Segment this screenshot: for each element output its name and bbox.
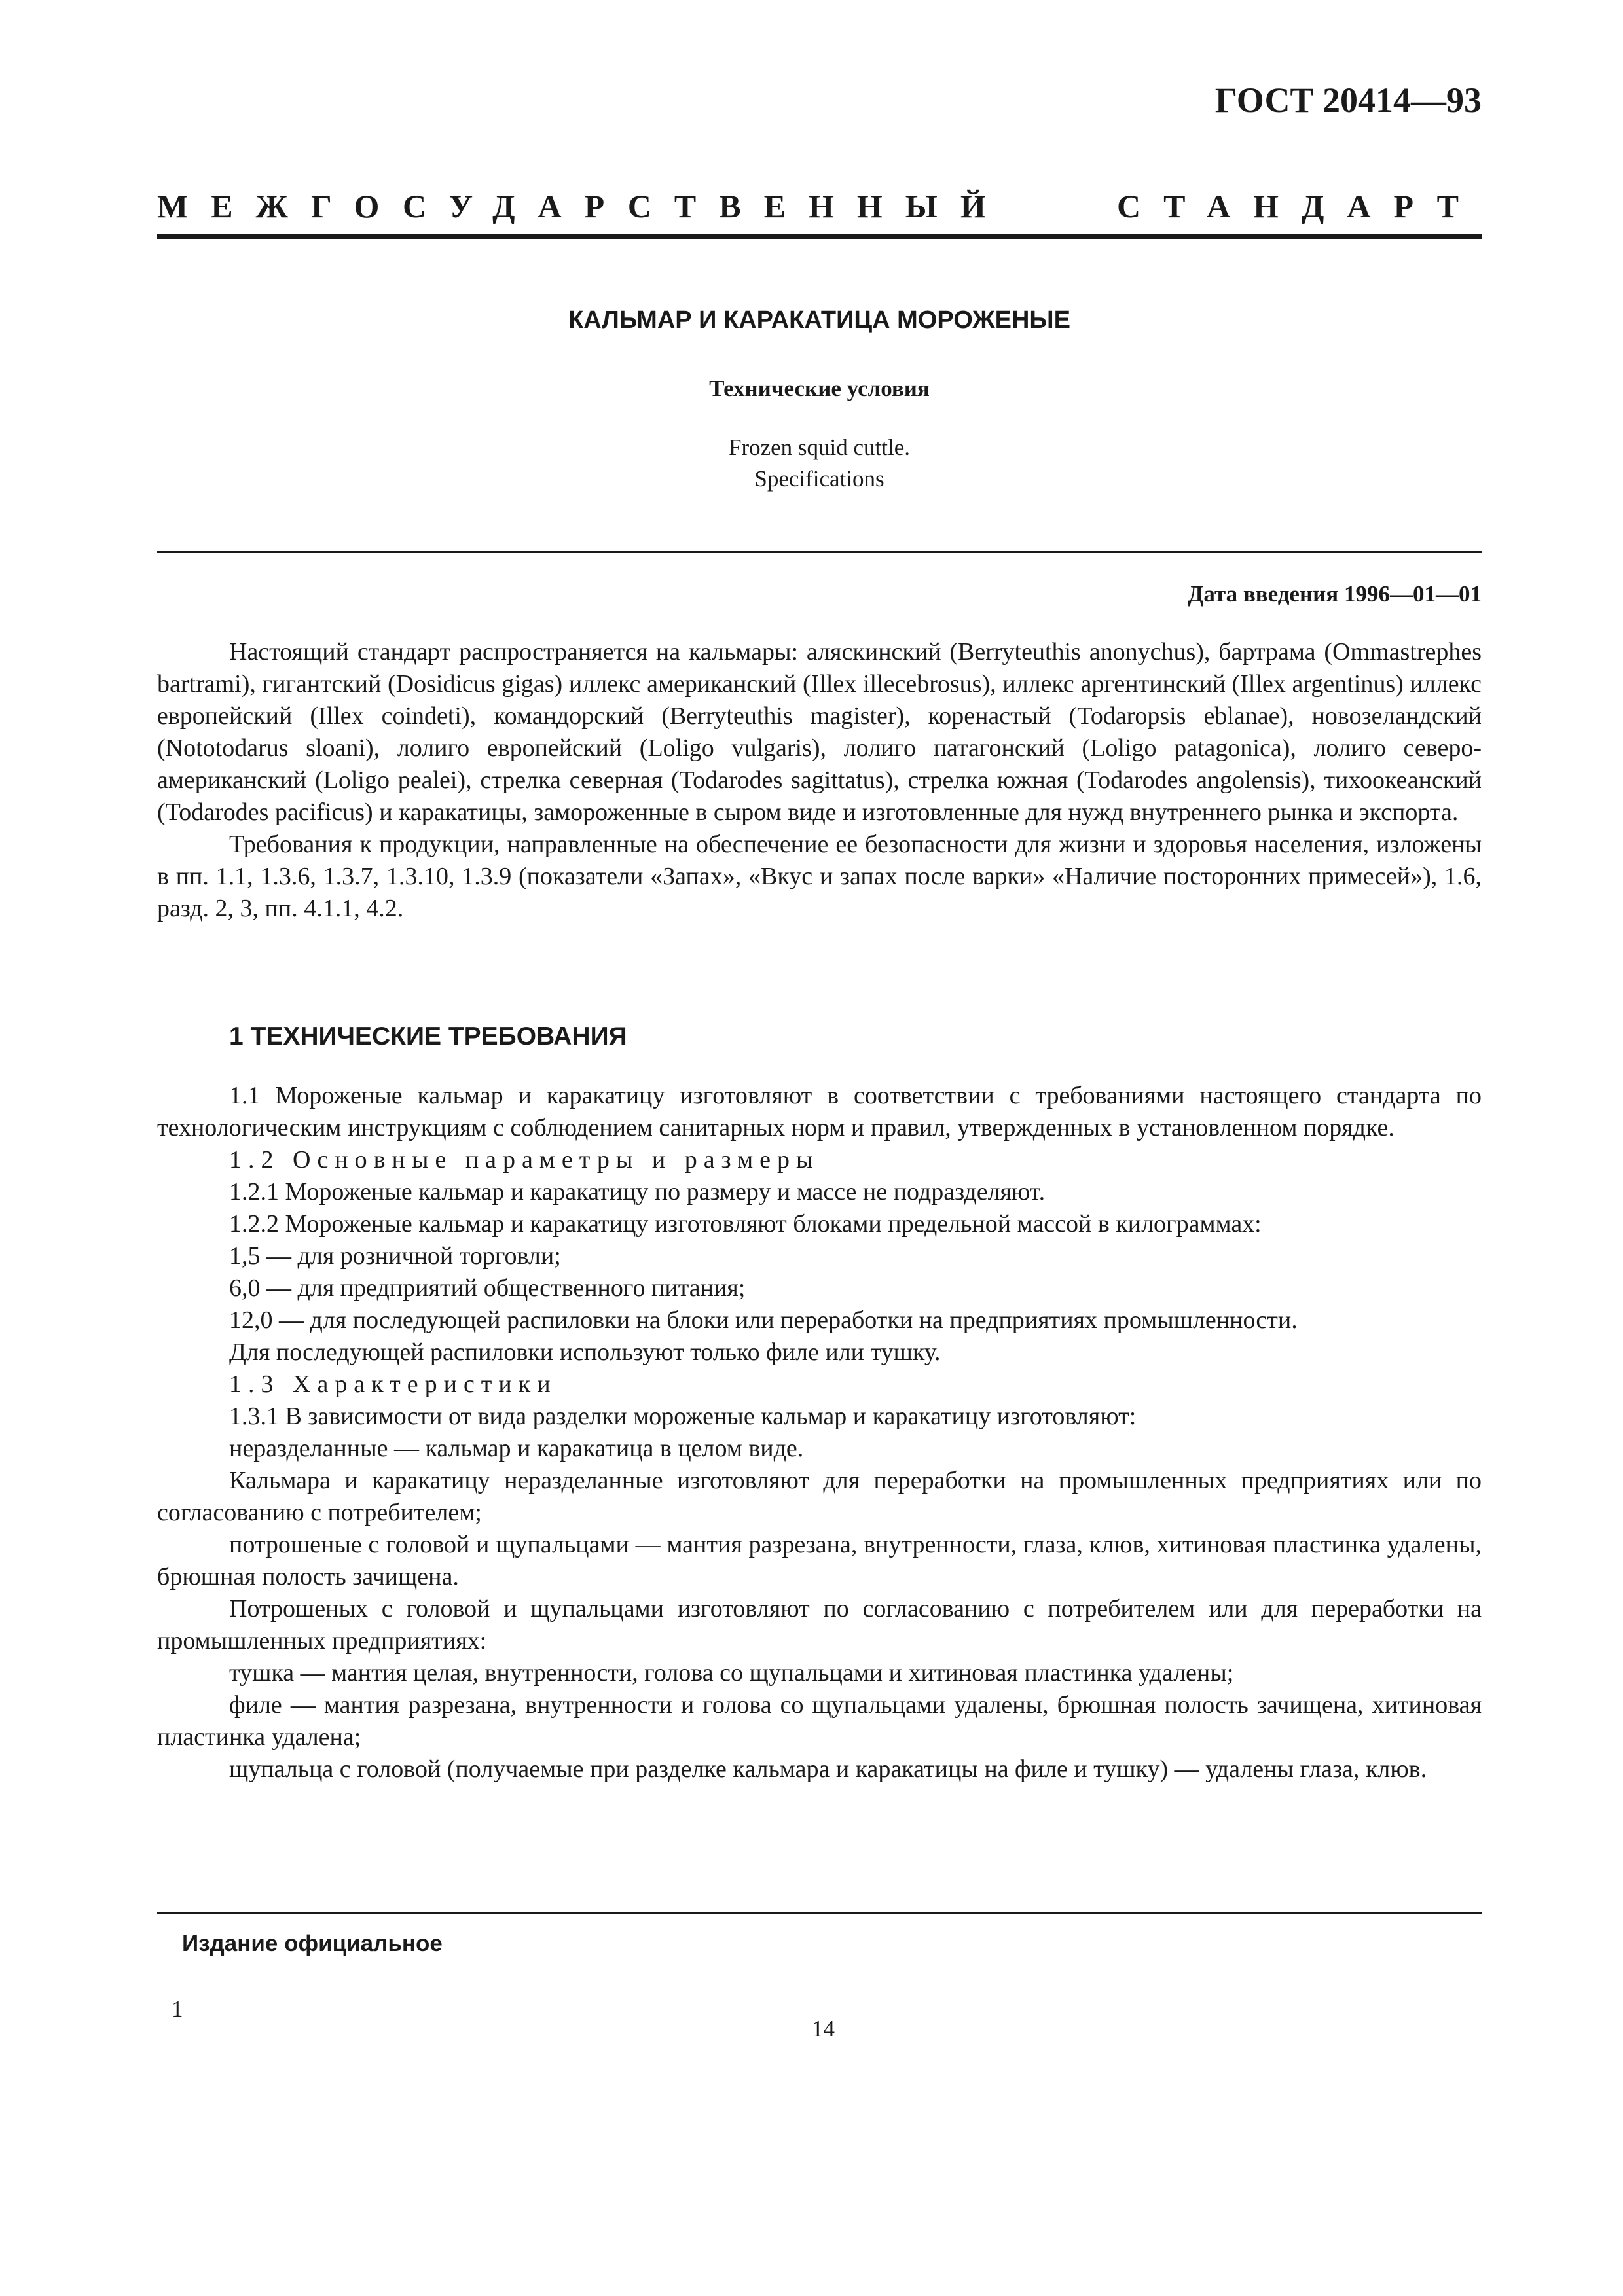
intro-date: Дата введения 1996—01—01 (1188, 581, 1482, 607)
page-number-center: 14 (812, 2016, 835, 2041)
document-subtitle: Технические условия (709, 376, 930, 401)
intro-paragraph-scope: Настоящий стандарт распространяется на кальмары: аляскинский (Berryteuthis anonychus), бартрама (Ommastrephes bartrami), гигантский (Dosidicus gigas) иллекс американский (Illex illecebrosus), иллекс аргентинский (Illex argentinus) иллекс европейский (Illex coindeti), командорский (Berryteuthis magister), коренастый (Todaropsis eblanae), новозеландский (Nototodarus sloani), лолиго европейский (Loligo vulgaris), лолиго патагонский (Loligo patagonica), лолиго северо-американский (Loligo pealei), стрелка северная (Todarodes sagittatus), стрелка южная (Todarodes angolensis), тихоокеанский (Todarodes pacificus) и каракатицы, замороженные в сыром виде и изготовленные для нужд внутреннего рынка и экспорта. (157, 638, 1482, 826)
clause-1-3-1: 1.3.1 В зависимости от вида разделки мороженые кальмар и каракатицу изготовляют: (229, 1403, 1137, 1430)
cut-whole-note: Кальмара и каракатицу неразделанные изготовляют для переработки на промышленных предприятиях или по согласованию с потребителем; (157, 1467, 1482, 1526)
cut-tentacles: щупальца с головой (получаемые при разделке кальмара и каракатицы на филе и тушку) — удалены глаза, клюв. (229, 1755, 1427, 1783)
section-body (157, 1080, 1482, 1785)
footer-rule (157, 1912, 1482, 1914)
clause-1-3: 1.3 Характеристики (229, 1371, 557, 1398)
official-edition: Издание официальное (182, 1931, 443, 1956)
cut-gutted-note: Потрошеных с головой и щупальцами изготовляют по согласованию с потребителем или для переработки на промышленных предприятиях: (157, 1595, 1482, 1655)
english-title-line2: Specifications (754, 466, 884, 492)
document-title: КАЛЬМАР И КАРАКАТИЦА МОРОЖЕНЫЕ (568, 306, 1070, 334)
header-rule (157, 234, 1482, 239)
document-number: ГОСТ 20414—93 (1214, 81, 1482, 120)
clause-1-2: 1.2 Основные параметры и размеры (229, 1146, 820, 1174)
english-title (157, 432, 1482, 495)
cut-gutted: потрошеные с головой и щупальцами — мантия разрезана, внутренности, глаза, клюв, хитиновая пластинка удалены, брюшная полость зачищена. (157, 1531, 1482, 1590)
intro-paragraph-safety: Требования к продукции, направленные на обеспечение ее безопасности для жизни и здоровья населения, изложены в пп. 1.1, 1.3.6, 1.3.7, 1.3.10, 1.3.9 (показатели «Запах», «Вкус и запах после варки» «Наличие посторонних примесей»), 1.6, разд. 2, 3, пп. 4.1.1, 4.2. (157, 831, 1482, 922)
section-heading: 1 ТЕХНИЧЕСКИЕ ТРЕБОВАНИЯ (229, 1022, 627, 1050)
banner-word-standard: СТАНДАРТ (1117, 188, 1482, 224)
clause-1-2-1: 1.2.1 Мороженые кальмар и каракатицу по размеру и массе не подразделяют. (229, 1178, 1046, 1206)
clause-1-1: 1.1 Мороженые кальмар и каракатицу изготовляют в соответствии с требованиями настоящего стандарта по технологическим инструкциям с соблюдением санитарных норм и правил, утвержденных в установленном порядке. (157, 1082, 1482, 1141)
mass-item-industry: 12,0 — для последующей распиловки на блоки или переработки на предприятиях промышленности. (229, 1306, 1298, 1334)
cut-carcass: тушка — мантия целая, внутренности, голова со щупальцами и хитиновая пластинка удалены; (229, 1659, 1234, 1687)
clause-1-2-2: 1.2.2 Мороженые кальмар и каракатицу изготовляют блоками предельной массой в килограммах: (229, 1210, 1262, 1238)
mass-item-retail: 1,5 — для розничной торговли; (229, 1242, 561, 1270)
banner-word-interstate: МЕЖГОСУДАРСТВЕННЫЙ (157, 188, 1009, 224)
page-number-left: 1 (172, 1996, 183, 2022)
cut-whole: неразделанные — кальмар и каракатица в целом виде. (229, 1435, 804, 1462)
mass-item-catering: 6,0 — для предприятий общественного питания; (229, 1274, 746, 1302)
standard-banner (157, 187, 1482, 225)
intro-text (157, 636, 1482, 925)
title-rule (157, 551, 1482, 553)
sawing-note: Для последующей распиловки используют только филе или тушку. (229, 1338, 941, 1366)
cut-fillet: филе — мантия разрезана, внутренности и голова со щупальцами удалены, брюшная полость зачищена, хитиновая пластинка удалена; (157, 1691, 1482, 1751)
english-title-line1: Frozen squid cuttle. (728, 435, 911, 460)
